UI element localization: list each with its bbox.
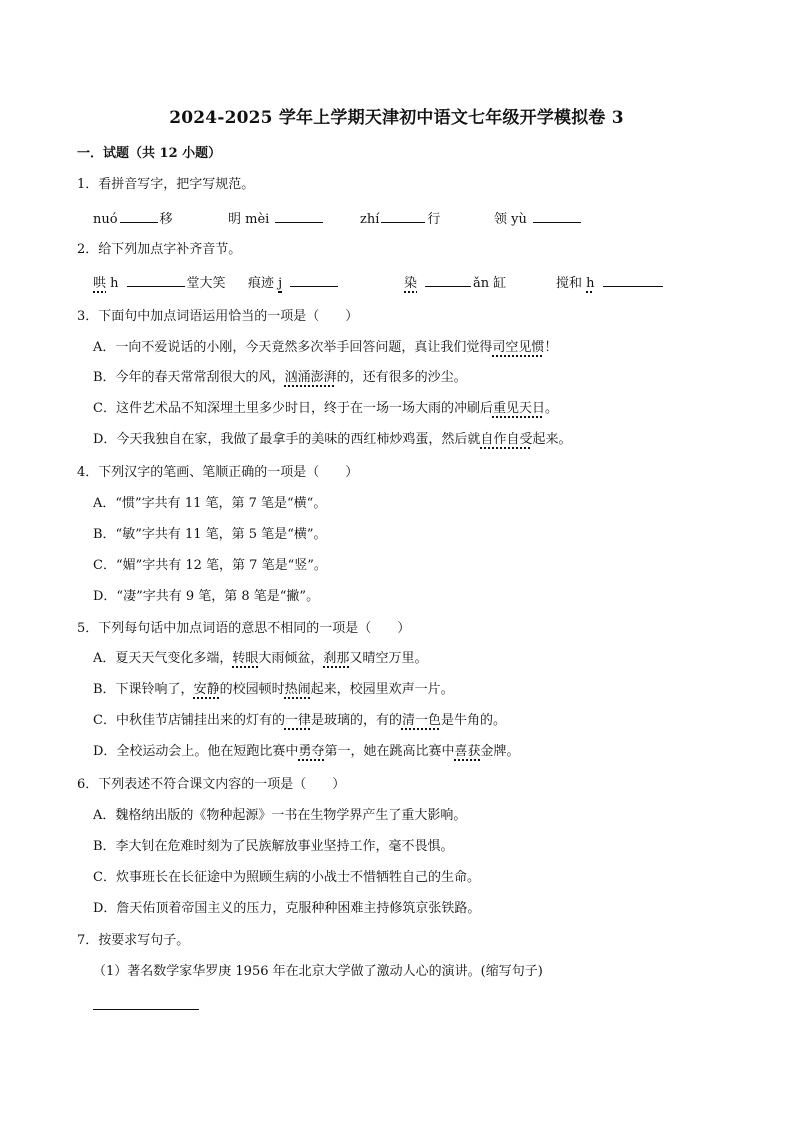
q3-option-a[interactable] xyxy=(93,339,557,357)
q4-option-b[interactable]: B．“敏”字共有 11 笔，第 5 笔是“横”。 xyxy=(93,527,327,542)
q2-item-2-initial: j xyxy=(278,276,283,291)
question-1-stem: 1．看拼音写字，把字写规范。 xyxy=(77,177,255,192)
q2-item-3-suffix: ǎn 缸 xyxy=(473,276,507,291)
q5-b-seg: 的校园顿时 xyxy=(219,682,285,697)
q3-c-end: 。 xyxy=(544,401,558,416)
q6-option-a[interactable]: A．魏格纳出版的《物种起源》一书在生物学界产生了重大影响。 xyxy=(93,808,467,823)
q3-b-dotted: 汹涌澎湃 xyxy=(284,370,337,385)
q5-a-seg: 又晴空万里。 xyxy=(349,651,428,666)
q5-option-a[interactable] xyxy=(93,650,427,668)
q1-blank-3[interactable] xyxy=(381,209,425,223)
q1-item-3-pinyin: zhí xyxy=(360,212,380,227)
q1-item-1 xyxy=(93,209,173,229)
q1-item-4-pinyin: 领 yù xyxy=(494,212,527,227)
q7-answer-line[interactable] xyxy=(93,1009,199,1010)
q5-option-c[interactable] xyxy=(93,712,506,730)
q2-blank-4[interactable] xyxy=(603,273,663,287)
q2-item-2 xyxy=(248,273,340,293)
q1-item-1-pinyin: nuó xyxy=(93,212,118,227)
q5-a-dotted-1: 转眼 xyxy=(232,651,259,666)
q2-item-1-initial: h xyxy=(110,276,119,291)
q3-a-dotted: 司空见惯 xyxy=(492,340,545,355)
q2-item-4-word: 搅和 xyxy=(556,276,583,291)
q3-b-end: 的，还有很多的沙尘。 xyxy=(336,370,467,385)
question-5-stem: 5．下列每句话中加点词语的意思不相同的一项是（ ） xyxy=(77,621,411,636)
q3-d-text: D．今天我独自在家，我做了最拿手的美味的西红柿炒鸡蛋，然后就 xyxy=(93,432,481,447)
q2-item-4-initial: h xyxy=(586,276,595,291)
q1-blank-4[interactable] xyxy=(533,209,581,223)
q3-a-end: ！ xyxy=(544,340,558,355)
q5-b-dotted-2: 热闹 xyxy=(284,682,311,697)
q2-item-3-char: 染 xyxy=(404,276,418,291)
q3-d-end: 起来。 xyxy=(532,432,572,447)
q6-option-d[interactable]: D．詹天佑顶着帝国主义的压力，克服种种困难主持修筑京张铁路。 xyxy=(93,901,481,916)
q2-item-1-char: 哄 xyxy=(93,276,107,291)
question-6-stem: 6．下列表述不符合课文内容的一项是（ ） xyxy=(77,777,346,792)
q3-option-c[interactable] xyxy=(93,400,558,418)
question-2-stem: 2．给下列加点字补齐音节。 xyxy=(77,242,242,257)
q3-c-dotted: 重见天日 xyxy=(492,401,545,416)
q5-b-seg: B．下课铃响了， xyxy=(93,682,194,697)
q5-c-seg: C．中秋佳节店铺挂出来的灯有的 xyxy=(93,713,285,728)
q5-c-dotted-2: 清一色 xyxy=(401,713,441,728)
q2-item-4 xyxy=(556,273,665,293)
q1-item-2-pinyin: 明 mèi xyxy=(228,212,270,227)
q1-item-1-suffix: 移 xyxy=(159,212,173,227)
page-title: 2024-2025 学年上学期天津初中语文七年级开学模拟卷 3 xyxy=(169,108,624,128)
question-3-stem: 3．下面句中加点词语运用恰当的一项是（ ） xyxy=(77,309,359,324)
q5-d-dotted-2: 喜获 xyxy=(454,744,481,759)
q3-c-text: C．这件艺术品不知深埋土里多少时日，终于在一场一场大雨的冲刷后 xyxy=(93,401,493,416)
q3-option-b[interactable] xyxy=(93,369,467,387)
q5-a-seg: 大雨倾盆， xyxy=(258,651,324,666)
q1-item-3-suffix: 行 xyxy=(427,212,441,227)
question-7-stem: 7．按要求写句子。 xyxy=(77,933,190,948)
q2-item-1 xyxy=(93,273,226,293)
q2-blank-1[interactable] xyxy=(127,273,185,287)
q5-d-seg: 第一，她在跳高比赛中 xyxy=(324,744,455,759)
q4-option-a[interactable]: A．“惯”字共有 11 笔，第 7 笔是“横“。 xyxy=(93,496,327,511)
q3-option-d[interactable] xyxy=(93,431,571,449)
q2-blank-2[interactable] xyxy=(290,273,338,287)
q1-item-2 xyxy=(228,209,325,229)
q5-b-seg: 起来，校园里欢声一片。 xyxy=(310,682,454,697)
q1-blank-1[interactable] xyxy=(120,209,158,223)
q2-item-3 xyxy=(404,273,506,293)
q3-a-text: A．一向不爱说话的小刚，今天竟然多次举手回答问题，真让我们觉得 xyxy=(93,340,493,355)
q5-d-seg: D．全校运动会上。他在短跑比赛中 xyxy=(93,744,299,759)
q4-option-c[interactable]: C．“媚”字共有 12 笔，第 7 笔是“竖”。 xyxy=(93,558,327,573)
q5-d-seg: 金牌。 xyxy=(480,744,520,759)
q5-c-seg: 是牛角的。 xyxy=(441,713,507,728)
q5-option-b[interactable] xyxy=(93,681,454,699)
q1-item-3 xyxy=(360,209,440,229)
section-heading: 一．试题（共 12 小题） xyxy=(77,146,222,161)
q6-option-b[interactable]: B．李大钊在危难时刻为了民族解放事业坚持工作，毫不畏惧。 xyxy=(93,839,454,854)
q6-option-c[interactable]: C．炊事班长在长征途中为照顾生病的小战士不惜牺牲自己的生命。 xyxy=(93,870,480,885)
q5-option-d[interactable] xyxy=(93,743,520,761)
q3-b-text: B．今年的春天常常刮很大的风， xyxy=(93,370,285,385)
q5-d-dotted-1: 勇夺 xyxy=(298,744,325,759)
q5-a-seg: A．夏天天气变化多端， xyxy=(93,651,233,666)
q1-blank-2[interactable] xyxy=(275,209,323,223)
q3-d-dotted: 自作自受 xyxy=(480,432,533,447)
q2-item-1-suffix: 堂大笑 xyxy=(186,276,226,291)
q5-a-dotted-2: 刹那 xyxy=(323,651,350,666)
q5-c-seg: 是玻璃的，有的 xyxy=(310,713,402,728)
q5-b-dotted-1: 安静 xyxy=(193,682,220,697)
q5-c-dotted-1: 一律 xyxy=(284,713,311,728)
q1-item-4 xyxy=(494,209,583,229)
q4-option-d[interactable]: D．“凄”字共有 9 笔，第 8 笔是“撇”。 xyxy=(93,589,320,604)
q2-item-2-word: 痕迹 xyxy=(248,276,275,291)
q2-blank-3[interactable] xyxy=(425,273,471,287)
question-4-stem: 4．下列汉字的笔画、笔顺正确的一项是（ ） xyxy=(77,465,359,480)
q7-sub-1: （1）著名数学家华罗庚 1956 年在北京大学做了激动人心的演讲。(缩写句子) xyxy=(93,964,543,979)
